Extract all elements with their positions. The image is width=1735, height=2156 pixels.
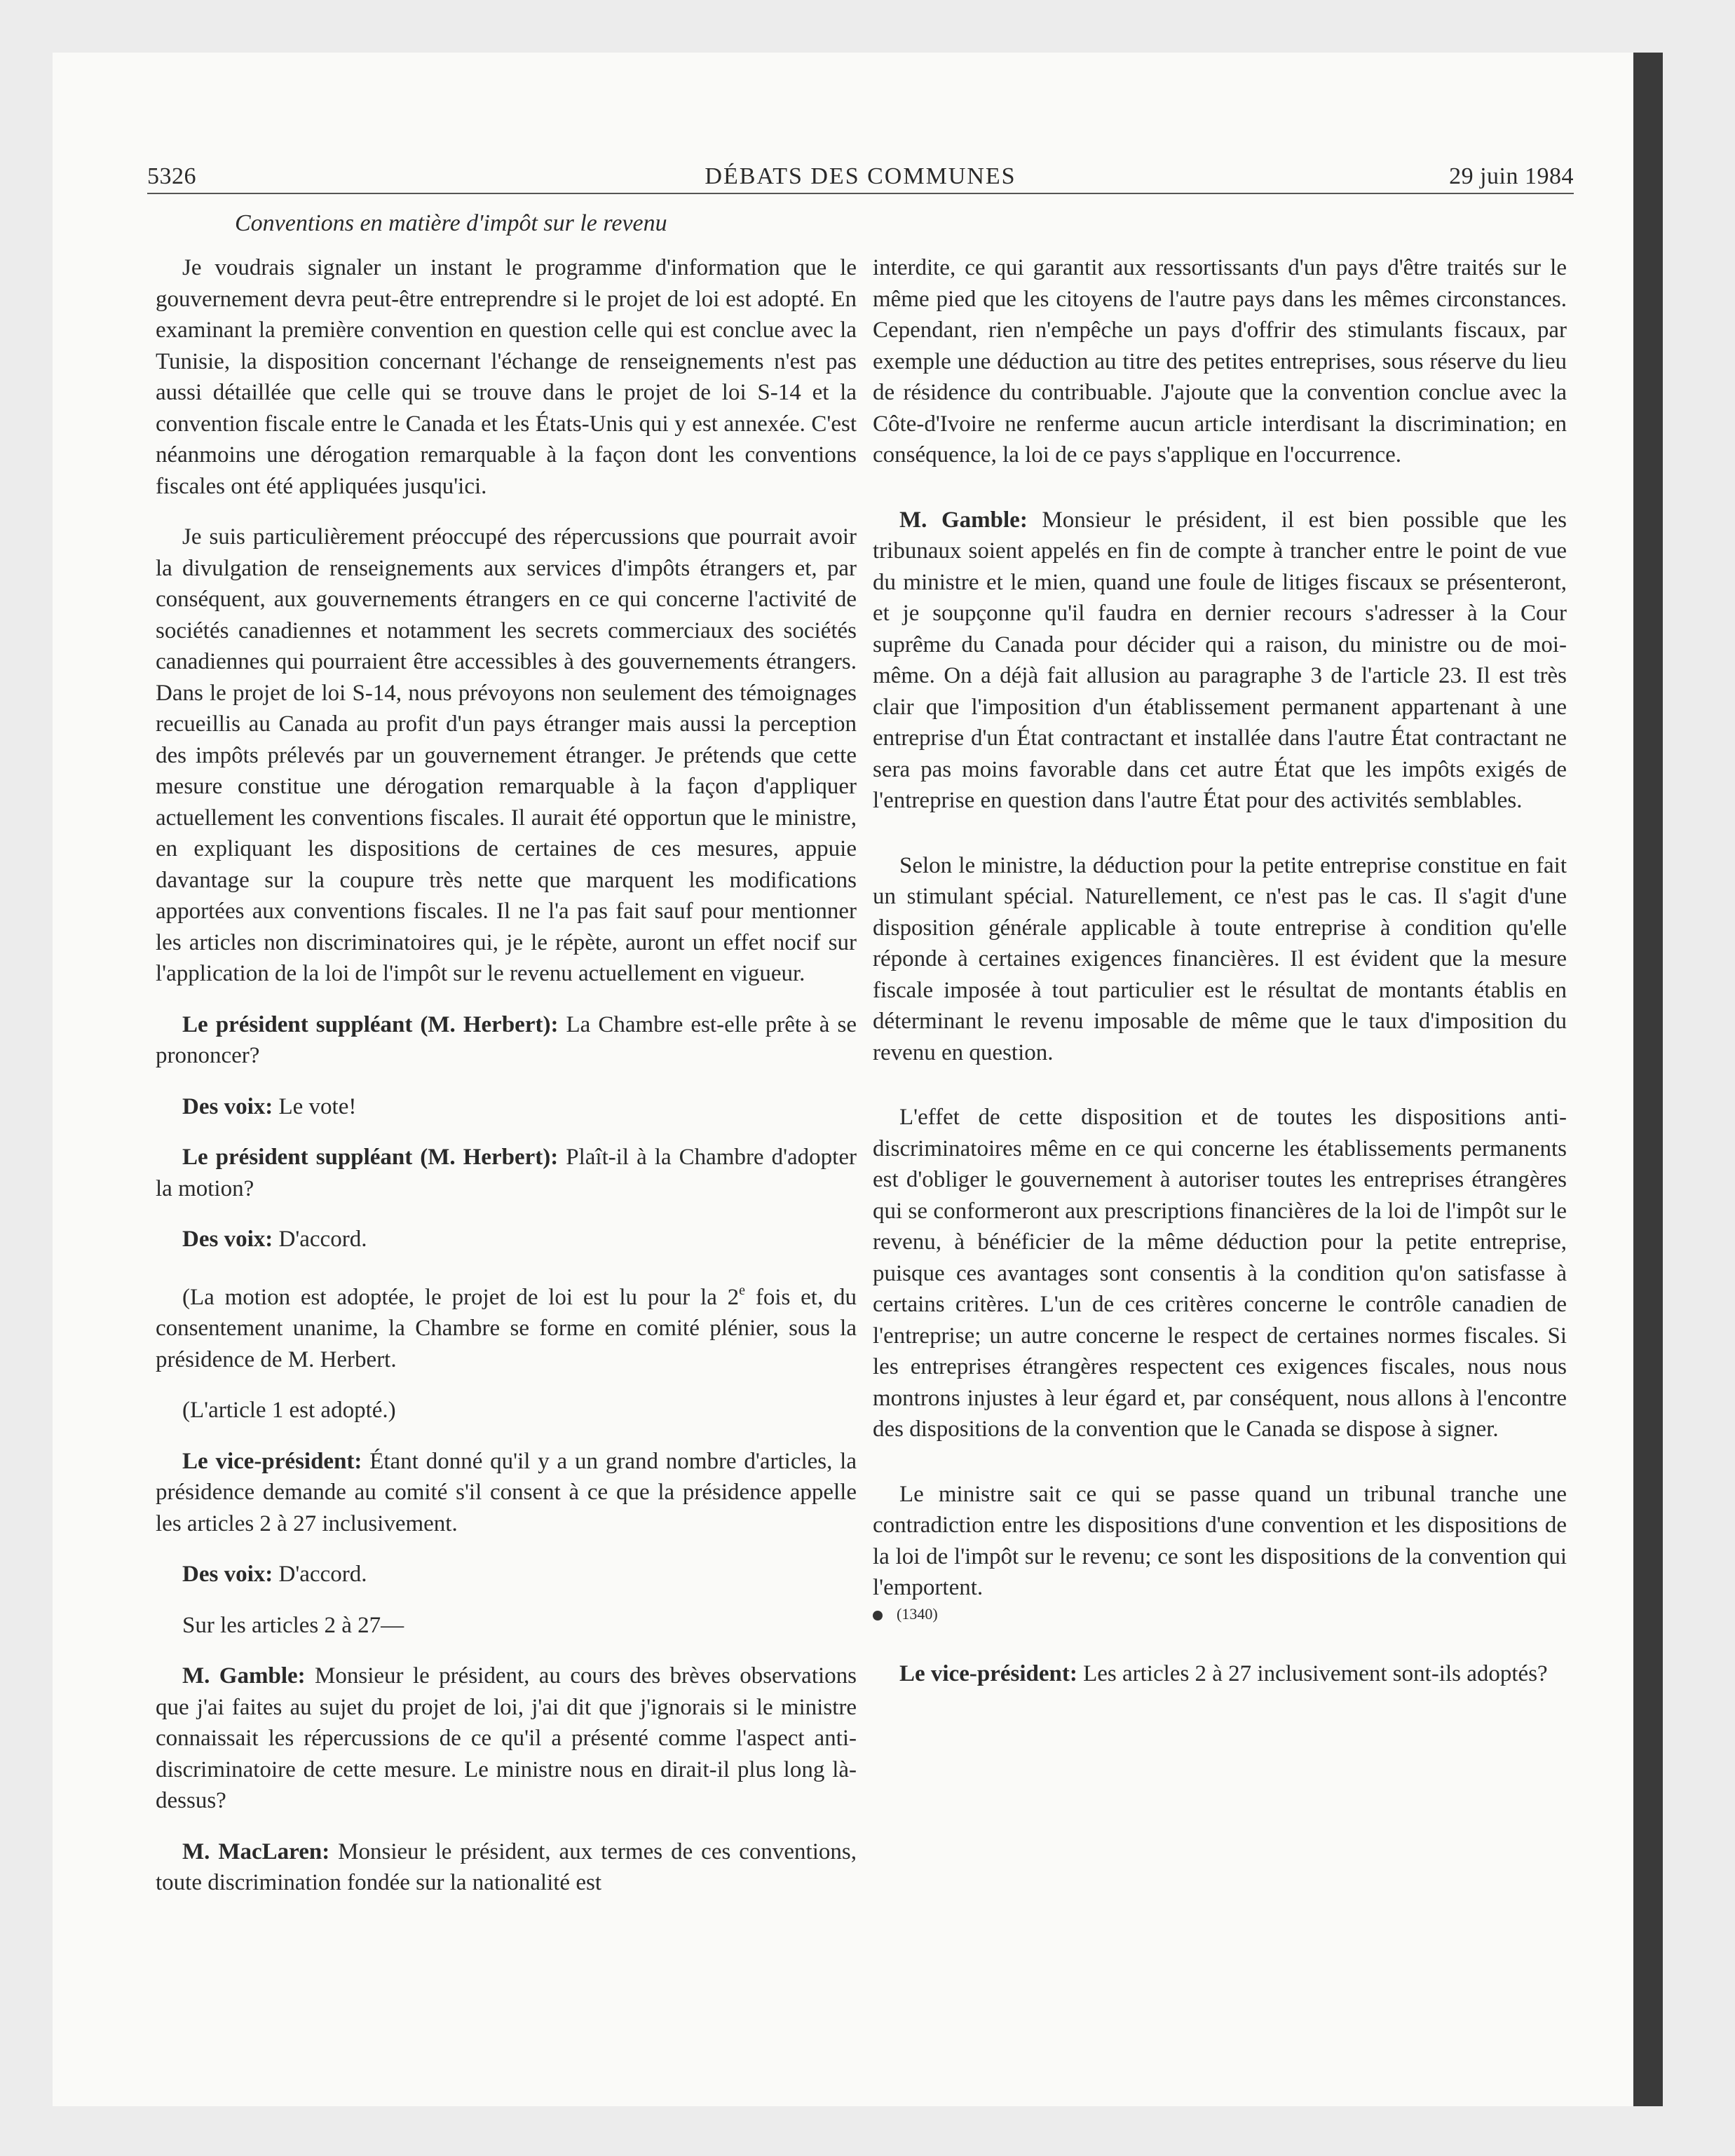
speech-text: Monsieur le président, aux termes de ces conventions, toute discrimination fondée sur la nationalité est	[156, 1838, 857, 1895]
speaker-name: Le vice-président:	[899, 1660, 1077, 1686]
superscript: e	[739, 1282, 746, 1298]
paragraph: L'effet de cette disposition et de toutes les dispositions anti-discriminatoires même en ce qui concerne les établissements permanents est d'obliger le gouvernement à autoriser toutes les entreprises étrangères qui se conformeront aux prescriptions financières de la loi de l'impôt sur le revenu, à bénéficier de la même déduction pour la petite entreprise, puisque ces avantages sont consentis à la condition qu'on satisfasse à certains critères. L'un de ces critères concerne le contrôle canadien de l'entreprise; un autre concerne le respect de certaines normes fiscales. Si les entreprises étrangères respectent ces exigences fiscales, nous nous montrons injustes à leur égard et, par conséquent, nous allons à l'encontre des dispositions de la convention que le Canada se dispose à signer.	[873, 1105, 1567, 1442]
speaker-name: Le vice-président:	[182, 1448, 362, 1474]
speaker-name: Des voix:	[182, 1562, 273, 1587]
section-title: Conventions en matière d'impôt sur le revenu	[235, 210, 667, 236]
left-column	[156, 252, 857, 1899]
speaker-name: Le président suppléant (M. Herbert):	[182, 1011, 559, 1037]
paragraph: Le ministre sait ce qui se passe quand un tribunal tranche une contradiction entre les dispositions d'une convention et les dispositions de la loi de l'impôt sur le revenu; ce sont les dispositions de la convention qui l'emportent.	[873, 1481, 1567, 1600]
speech-text: Monsieur le président, au cours des brèves observations que j'ai faites au sujet du projet de loi, j'ai dit que j'ignorais si le ministre connaissait les répercussions de ce qu'il a présenté comme l'aspect anti-discriminatoire de cette mesure. Le ministre nous en dirait-il plus long là-dessus?	[156, 1663, 857, 1813]
speaker-name: M. Gamble:	[899, 507, 1028, 533]
right-column	[873, 252, 1567, 1689]
speech-text: Les articles 2 à 27 inclusivement sont-ils adoptés?	[1077, 1660, 1548, 1686]
procedural-note: (La motion est adoptée, le projet de loi est lu pour la 2e fois et, du consentement unanime, la Chambre se forme en comité plénier, sous la présidence de M. Herbert.	[156, 1282, 857, 1372]
speech-text: Étant donné qu'il y a un grand nombre d'articles, la présidence demande au comité s'il consent à ce que la présidence appelle les articles 2 à 27 inclusivement.	[156, 1448, 857, 1536]
paragraph: Je suis particulièrement préoccupé des répercussions que pourrait avoir la divulgation de renseignements aux services d'impôts étrangers et, par conséquent, aux gouvernements étrangers en ce qui concerne l'activité de sociétés canadiennes et notamment les secrets commerciaux des sociétés canadiennes qui pourraient être accessibles à des gouvernements étrangers. Dans le projet de loi S-14, nous prévoyons non seulement des témoignages recueillis au Canada au profit d'un pays étranger mais aussi la perception des impôts prélevés par un gouvernement étranger. Je prétends que cette mesure constitue une dérogation remarquable à la façon d'appliquer actuellement les conventions fiscales. Il aurait été opportun que le ministre, en expliquant les dispositions de certaines de ces mesures, appuie davantage sur la coupure très nette que marquent les modifications apportées aux conventions fiscales. Il ne l'a pas fait sauf pour mentionner les articles non discriminatoires qui, je le répète, auront un effet nocif sur l'application de la loi de l'impôt sur le revenu actuellement en vigueur.	[156, 524, 857, 986]
binding-edge	[1633, 53, 1663, 2106]
speaker-name: M. MacLaren:	[182, 1838, 330, 1864]
speech-text: Monsieur le président, il est bien possible que les tribunaux soient appelés en fin de compte à trancher entre le point de vue du ministre et le mien, quand une foule de litiges fiscaux se présenteront, et je soupçonne qu'il faudra en dernier recours s'adresser à la Cour suprême du Canada pour décider qui a raison, du ministre ou de moi-même. On a déjà fait allusion au paragraphe 3 de l'article 23. Il est très clair que l'imposition d'un établissement permanent appartenant à une entreprise d'un État contractant et installée dans l'autre État contractant ne sera pas moins favorable dans cet autre État que les impôts exigés de l'entreprise en question dans l'autre État pour des activités semblables.	[873, 507, 1567, 813]
speech-text: D'accord.	[273, 1562, 367, 1587]
procedural-note: Sur les articles 2 à 27—	[182, 1612, 404, 1638]
bullet-icon	[873, 1611, 883, 1621]
speaker-name: Le président suppléant (M. Herbert):	[182, 1145, 559, 1170]
speech	[156, 1559, 857, 1590]
speaker-name: Des voix:	[182, 1093, 273, 1119]
paragraph: Je voudrais signaler un instant le programme d'information que le gouvernement devra peut-être entreprendre si le projet de loi est adopté. En examinant la première convention en question celle qui est conclue avec la Tunisie, la disposition concernant l'échange de renseignements n'est pas aussi détaillée que celle qui se trouve dans le projet de loi S-14 et la convention fiscale entre le Canada et les États-Unis qui y est annexée. C'est néanmoins une dérogation remarquable à la façon dont les conventions fiscales ont été appliquées jusqu'ici.	[156, 255, 857, 499]
speech	[156, 1091, 857, 1123]
publication-title: DÉBATS DES COMMUNES	[705, 163, 1016, 189]
page-header	[147, 158, 1574, 194]
speech	[156, 1142, 857, 1204]
speech	[873, 505, 1567, 817]
speaker-name: M. Gamble:	[182, 1663, 306, 1688]
speech	[156, 1836, 857, 1899]
speech	[156, 1224, 857, 1255]
speech	[156, 1009, 857, 1072]
speech	[873, 1658, 1567, 1690]
paragraph: interdite, ce qui garantit aux ressortissants d'un pays d'être traités sur le même pied que les citoyens de l'autre pays dans les mêmes circonstances. Cependant, rien n'empêche un pays d'offrir des stimulants fiscaux, par exemple une déduction au titre des petites entreprises, sous réserve du lieu de résidence du contribuable. J'ajoute que la convention conclue avec la Côte-d'Ivoire ne renferme aucun article interdisant la discrimination; en conséquence, la loi de ce pays s'applique en l'occurrence.	[873, 255, 1567, 468]
page-date: 29 juin 1984	[1449, 163, 1574, 189]
speech-text: Le vote!	[273, 1093, 357, 1119]
procedural-note: (L'article 1 est adopté.)	[182, 1398, 396, 1423]
paragraph: Selon le ministre, la déduction pour la petite entreprise constitue en fait un stimulant spécial. Naturellement, ce n'est pas le cas. Il s'agit d'une disposition générale applicable à toute entreprise à condition qu'elle réponde à certaines exigences financières. Il est évident que la mesure fiscale imposée à tout particulier est le résultat de montants établis en déterminant le revenu imposable de même que le taux d'imposition du revenu en question.	[873, 852, 1567, 1065]
speech-text: La Chambre est-elle prête à se prononcer?	[156, 1011, 857, 1068]
speech	[156, 1660, 857, 1817]
speaker-name: Des voix:	[182, 1227, 273, 1252]
speech	[156, 1446, 857, 1540]
speech-text: Plaît-il à la Chambre d'adopter la motion?	[156, 1145, 857, 1201]
page-number: 5326	[147, 163, 196, 189]
speech-text: D'accord.	[273, 1227, 367, 1252]
time-marker: (1340)	[873, 1604, 1567, 1625]
